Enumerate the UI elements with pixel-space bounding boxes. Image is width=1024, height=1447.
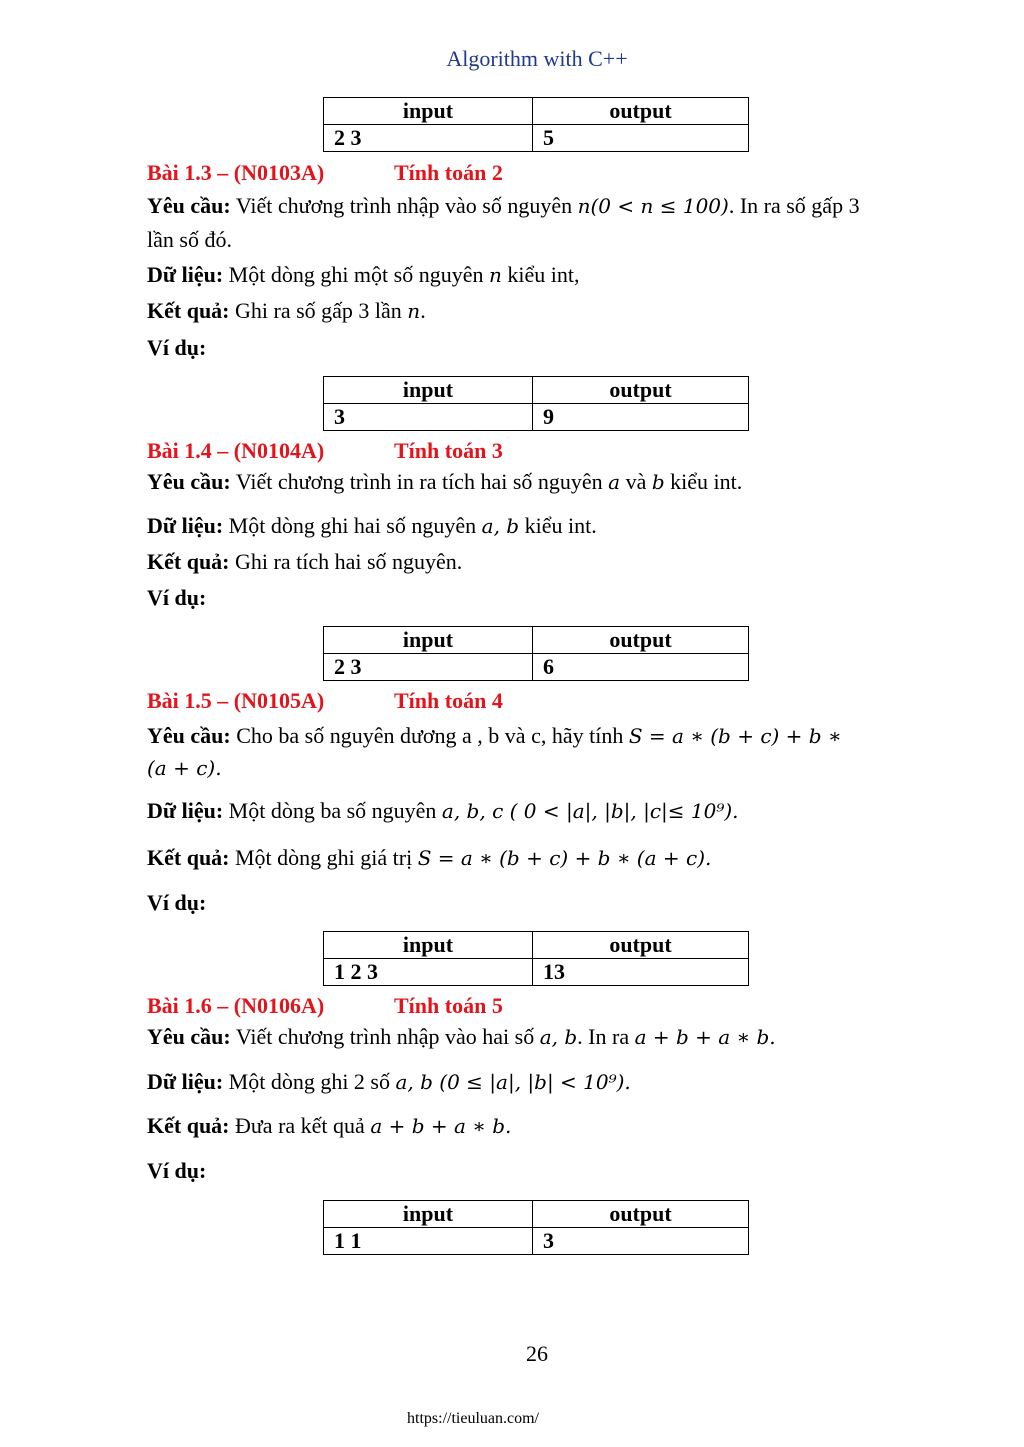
result-label: Kết quả: bbox=[147, 298, 230, 323]
col-output-header: output bbox=[533, 1201, 749, 1228]
col-input-header: input bbox=[324, 1201, 533, 1228]
data-line bbox=[147, 262, 579, 288]
result-text: Đưa ra kết quả bbox=[229, 1113, 371, 1138]
result-line bbox=[147, 549, 462, 575]
example-label: Ví dụ: bbox=[147, 585, 207, 610]
data-line bbox=[147, 798, 739, 824]
problem-heading-1-5 bbox=[147, 688, 503, 714]
data-text: Một dòng ghi 2 số bbox=[223, 1069, 396, 1094]
problem-title: Tính toán 5 bbox=[394, 993, 503, 1018]
problem-title: Tính toán 3 bbox=[394, 438, 503, 463]
problem-code: Bài 1.3 – (N0103A) bbox=[147, 160, 325, 185]
result-line bbox=[147, 845, 711, 871]
example-label: Ví dụ: bbox=[147, 1158, 207, 1183]
example-table-1-3 bbox=[323, 376, 749, 431]
result-line bbox=[147, 1113, 511, 1139]
requirement-label: Yêu cầu: bbox=[147, 723, 231, 748]
math-expression: S = a ∗ (b + c) + b ∗ bbox=[628, 724, 842, 748]
col-output-header: output bbox=[533, 932, 749, 959]
example-table-1-2 bbox=[323, 97, 749, 152]
requirement-line bbox=[147, 1024, 776, 1050]
requirement-text: và bbox=[620, 469, 652, 494]
example-table-1-6 bbox=[323, 1200, 749, 1255]
result-text: Ghi ra tích hai số nguyên. bbox=[229, 549, 463, 574]
problem-heading-1-4 bbox=[147, 438, 503, 464]
input-cell: 1 2 3 bbox=[324, 959, 533, 986]
col-output-header: output bbox=[533, 627, 749, 654]
input-cell: 1 1 bbox=[324, 1228, 533, 1255]
requirement-text: Viết chương trình nhập vào số nguyên bbox=[230, 193, 578, 218]
input-cell: 2 3 bbox=[324, 125, 533, 152]
math-expression: a, b bbox=[481, 514, 520, 538]
problem-heading-1-3 bbox=[147, 160, 503, 186]
requirement-line bbox=[147, 469, 742, 495]
data-text: kiểu int. bbox=[519, 513, 597, 538]
output-cell: 3 bbox=[533, 1228, 749, 1255]
input-cell: 3 bbox=[324, 404, 533, 431]
col-input-header: input bbox=[324, 932, 533, 959]
math-expression: a, b bbox=[539, 1025, 578, 1049]
result-text: Ghi ra số gấp 3 lần bbox=[229, 298, 408, 323]
problem-code: Bài 1.5 – (N0105A) bbox=[147, 688, 325, 713]
requirement-text: Viết chương trình in ra tích hai số nguyên bbox=[230, 469, 609, 494]
requirement-text: Viết chương trình nhập vào hai số bbox=[230, 1024, 540, 1049]
data-line bbox=[147, 513, 597, 539]
math-expression: n bbox=[407, 299, 421, 323]
result-label: Kết quả: bbox=[147, 549, 230, 574]
col-input-header: input bbox=[324, 627, 533, 654]
data-text: Một dòng ghi hai số nguyên bbox=[223, 513, 482, 538]
example-label: Ví dụ: bbox=[147, 890, 207, 915]
math-expression: a + b + a ∗ b. bbox=[634, 1025, 776, 1049]
requirement-line bbox=[147, 193, 860, 219]
data-text: Một dòng ba số nguyên bbox=[223, 798, 442, 823]
footer-url-link[interactable]: https://tieuluan.com/ bbox=[407, 1410, 539, 1427]
math-expression: n bbox=[488, 263, 502, 287]
col-output-header: output bbox=[533, 377, 749, 404]
data-text: Một dòng ghi một số nguyên bbox=[223, 262, 489, 287]
data-label: Dữ liệu: bbox=[147, 1069, 224, 1094]
problem-code: Bài 1.6 – (N0106A) bbox=[147, 993, 325, 1018]
result-line bbox=[147, 298, 426, 324]
math-expression: n(0 < n ≤ 100) bbox=[577, 194, 729, 218]
requirement-text: . In ra số gấp 3 bbox=[728, 193, 860, 218]
data-label: Dữ liệu: bbox=[147, 262, 224, 287]
running-header: Algorithm with C++ bbox=[446, 46, 628, 71]
data-line bbox=[147, 1069, 631, 1095]
requirement-label: Yêu cầu: bbox=[147, 1024, 231, 1049]
col-input-header: input bbox=[324, 98, 533, 125]
requirement-text: Cho ba số nguyên dương a , b và c, hãy tính bbox=[230, 723, 629, 748]
output-cell: 6 bbox=[533, 654, 749, 681]
result-text: Một dòng ghi giá trị bbox=[229, 845, 418, 870]
problem-heading-1-6 bbox=[147, 993, 503, 1019]
requirement-line-2 bbox=[147, 755, 222, 781]
col-input-header: input bbox=[324, 377, 533, 404]
col-output-header: output bbox=[533, 98, 749, 125]
example-table-1-4 bbox=[323, 626, 749, 681]
problem-code: Bài 1.4 – (N0104A) bbox=[147, 438, 325, 463]
math-expression: a, b (0 ≤ |a|, |b| < 10⁹). bbox=[395, 1070, 631, 1094]
output-cell: 13 bbox=[533, 959, 749, 986]
output-cell: 5 bbox=[533, 125, 749, 152]
math-expression: a, b, c ( 0 < |a|, |b|, |c|≤ 10⁹). bbox=[441, 799, 739, 823]
result-label: Kết quả: bbox=[147, 845, 230, 870]
example-label: Ví dụ: bbox=[147, 335, 207, 360]
requirement-line bbox=[147, 723, 842, 749]
problem-title: Tính toán 2 bbox=[394, 160, 503, 185]
result-text: . bbox=[420, 298, 426, 323]
data-label: Dữ liệu: bbox=[147, 513, 224, 538]
example-table-1-5 bbox=[323, 931, 749, 986]
input-cell: 2 3 bbox=[324, 654, 533, 681]
problem-title: Tính toán 4 bbox=[394, 688, 503, 713]
result-label: Kết quả: bbox=[147, 1113, 230, 1138]
requirement-line-2: lần số đó. bbox=[147, 227, 232, 252]
output-cell: 9 bbox=[533, 404, 749, 431]
requirement-text: . In ra bbox=[577, 1024, 635, 1049]
math-expression: a bbox=[608, 470, 621, 494]
math-expression: S = a ∗ (b + c) + b ∗ (a + c). bbox=[417, 846, 712, 870]
requirement-text: kiểu int. bbox=[664, 469, 743, 494]
requirement-label: Yêu cầu: bbox=[147, 193, 231, 218]
page-number: 26 bbox=[526, 1341, 548, 1366]
math-expression: (a + c). bbox=[147, 756, 222, 780]
data-text: kiểu int, bbox=[501, 262, 580, 287]
data-label: Dữ liệu: bbox=[147, 798, 224, 823]
math-expression: a + b + a ∗ b. bbox=[370, 1114, 512, 1138]
math-expression: b bbox=[651, 470, 665, 494]
requirement-label: Yêu cầu: bbox=[147, 469, 231, 494]
